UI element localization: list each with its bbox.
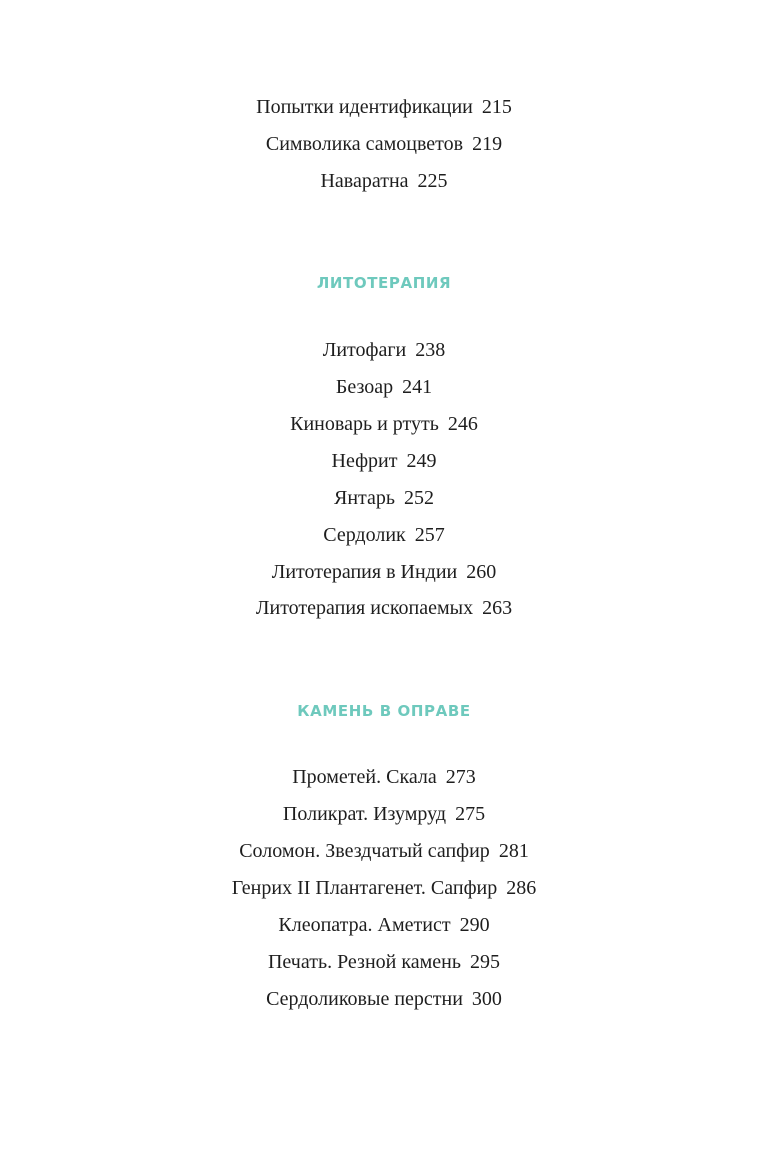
toc-entry-title: Генрих II Плантагенет. Сапфир	[231, 877, 498, 899]
toc-entry-page: 241	[402, 376, 433, 398]
toc-entry-title: Литофаги	[322, 339, 407, 361]
toc-entry-page: 290	[459, 914, 490, 936]
toc-entry	[0, 523, 768, 547]
toc-entry-title: Поликрат. Изумруд	[282, 803, 447, 825]
toc-entry-title: Безоар	[335, 376, 394, 398]
toc-entry	[0, 375, 768, 399]
toc-entry	[0, 802, 768, 826]
toc-entry	[0, 839, 768, 863]
section-heading-lithotherapy: ЛИТОТЕРАПИЯ	[316, 274, 452, 292]
toc-entry-title: Прометей. Скала	[292, 766, 437, 788]
toc-entry	[0, 876, 768, 900]
toc-entry	[0, 765, 768, 789]
toc-entry	[0, 486, 768, 510]
toc-entry	[0, 169, 768, 193]
toc-entry-page: 252	[404, 487, 435, 509]
toc-entry-page: 249	[406, 450, 437, 472]
toc-entry-page: 286	[506, 877, 537, 899]
toc-entry-title: Нефрит	[331, 450, 398, 472]
toc-entry-page: 246	[447, 413, 478, 435]
toc-entry	[0, 560, 768, 584]
toc-entry-page: 260	[466, 561, 497, 583]
toc-entry	[0, 987, 768, 1011]
toc-entry	[0, 95, 768, 119]
toc-entry-title: Янтарь	[333, 487, 396, 509]
toc-entry-title: Соломон. Звездчатый сапфир	[239, 840, 490, 862]
toc-entry-title: Литотерапия в Индии	[271, 561, 458, 583]
toc-entry	[0, 596, 768, 620]
toc-entry-page: 295	[470, 951, 501, 973]
toc-entry	[0, 132, 768, 156]
toc-entry-title: Символика самоцветов	[265, 133, 464, 155]
toc-entry-title: Наваратна	[320, 170, 409, 192]
toc-entry-page: 225	[417, 170, 448, 192]
toc-entry-title: Клеопатра. Аметист	[278, 914, 451, 936]
toc-entry	[0, 338, 768, 362]
toc-entry-page: 281	[498, 840, 529, 862]
toc-entry-title: Печать. Резной камень	[267, 951, 462, 973]
toc-entry-page: 275	[455, 803, 486, 825]
toc-entry-page: 257	[414, 524, 445, 546]
toc-entry-page: 215	[481, 96, 512, 118]
toc-entry-page: 300	[471, 988, 502, 1010]
toc-entry-title: Попытки идентификации	[256, 96, 473, 118]
toc-entry-page: 238	[415, 339, 446, 361]
toc-entry	[0, 412, 768, 436]
toc-entry-page: 263	[482, 597, 513, 619]
toc-entry-page: 273	[445, 766, 476, 788]
toc-entry-title: Литотерапия ископаемых	[255, 597, 474, 619]
toc-entry-title: Сердоликовые перстни	[266, 988, 463, 1010]
toc-entry	[0, 449, 768, 473]
toc-entry	[0, 950, 768, 974]
section-heading-stone-in-setting: КАМЕНЬ В ОПРАВЕ	[297, 702, 471, 720]
toc-entry	[0, 913, 768, 937]
toc-entry-title: Сердолик	[323, 524, 406, 546]
toc-entry-title: Киноварь и ртуть	[290, 413, 439, 435]
toc-entry-page: 219	[472, 133, 503, 155]
